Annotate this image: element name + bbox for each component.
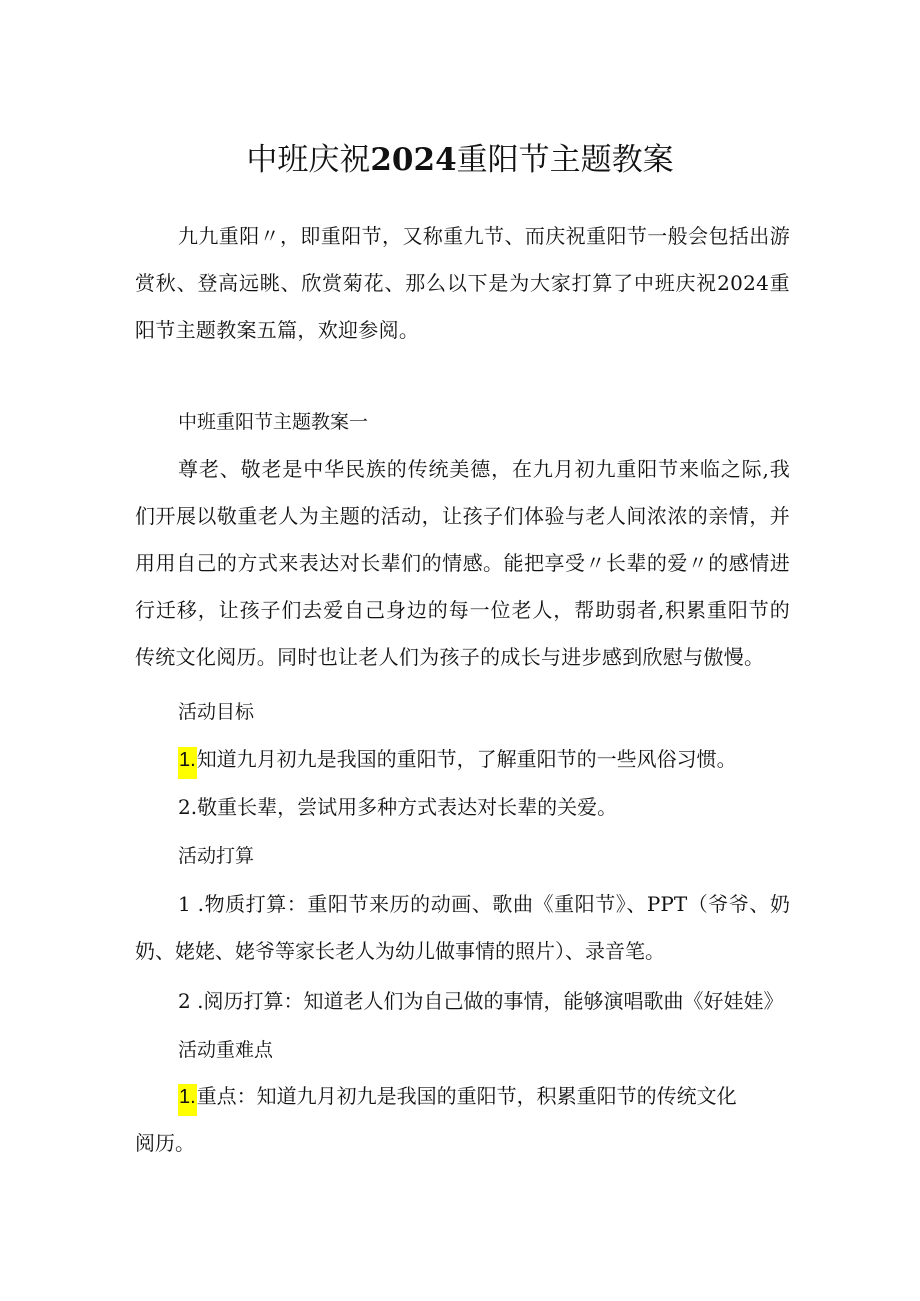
- section1-heading: 中班重阳节主题教案一: [178, 411, 369, 433]
- title-year: 2024: [370, 142, 457, 178]
- title-part2: 重阳节主题教案: [456, 142, 674, 178]
- key1-text: 重点：知道九月初九是我国的重阳节，积累重阳节的传统文化: [196, 1084, 737, 1108]
- key1-number-highlight: 1.: [178, 1084, 197, 1116]
- key-point-item-1: [178, 1073, 737, 1121]
- key-point-item-1-continued: 阅历。: [135, 1131, 195, 1155]
- goal-item-2: 2.敬重长辈，尝试用多种方式表达对长辈的关爱。: [178, 795, 618, 819]
- goals-heading: 活动目标: [178, 701, 255, 723]
- section1-intro-paragraph: 尊老、敬老是中华民族的传统美德，在九月初九重阳节来临之际,我们开展以敬重老人为主题的活动，让孩子们体验与老人间浓浓的亲情，并用用自己的方式来表达对长辈们的情感。能把享受〃长辈的爱〃的感情进行迁移，让孩子们去爱自己身边的每一位老人，帮助弱者,积累重阳节的传统文化阅历。同时也让老人们为孩子的成长与进步感到欣慰与傲慢。: [135, 457, 790, 669]
- goal1-text: 知道九月初九是我国的重阳节，了解重阳节的一些风俗习惯。: [196, 747, 737, 771]
- goal-item-1: [178, 736, 737, 784]
- preparation-item-2: 2 .阅历打算：知道老人们为自己做的事情，能够演唱歌曲《好娃娃》: [178, 989, 784, 1013]
- preparation-heading: 活动打算: [178, 845, 255, 867]
- goal1-number-highlight: 1.: [178, 747, 197, 779]
- key-points-heading: 活动重难点: [178, 1039, 274, 1061]
- preparation-item-1: 1 .物质打算：重阳节来历的动画、歌曲《重阳节》、PPT（爷爷、奶奶、姥姥、姥爷等家长老人为幼儿做事情的照片）、录音笔。: [135, 892, 790, 963]
- intro-paragraph: 九九重阳〃，即重阳节，又称重九节、而庆祝重阳节一般会包括出游赏秋、登高远眺、欣赏菊花、那么以下是为大家打算了中班庆祝2024重阳节主题教案五篇，欢迎参阅。: [135, 224, 790, 342]
- document-title: [0, 134, 920, 186]
- title-part1: 中班庆祝: [246, 142, 371, 178]
